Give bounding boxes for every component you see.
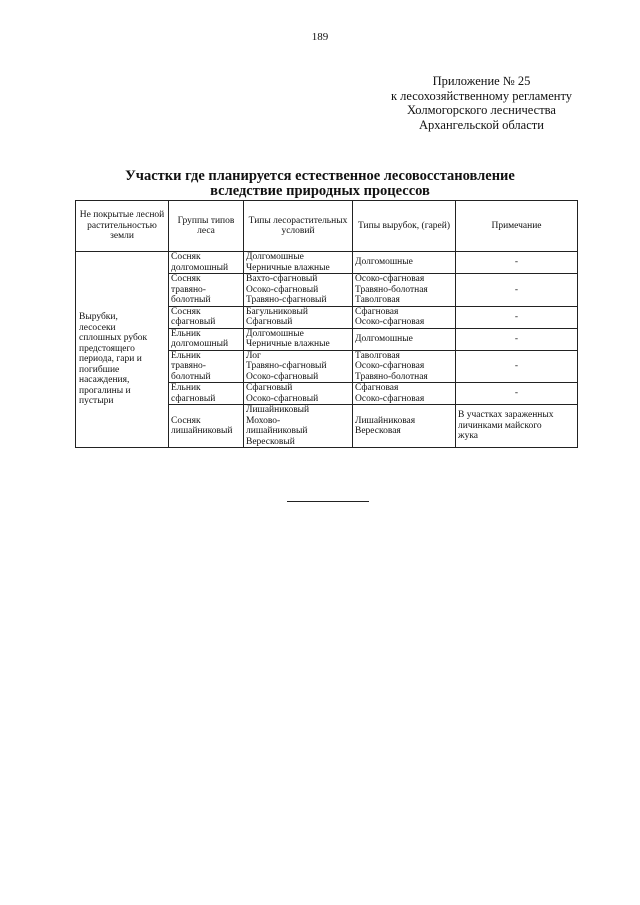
- cell-text-line: насаждения,: [79, 375, 130, 386]
- cell-forest-group: [169, 306, 244, 328]
- cell-note: [456, 252, 578, 274]
- cell-text-line: Осоко-сфагновая: [355, 317, 425, 327]
- cell-note: [456, 405, 578, 448]
- cell-text-line: Сосняк: [171, 415, 201, 426]
- cell-text-line: Долгомошные: [246, 328, 304, 339]
- cell-text-line: Черничные влажные: [246, 262, 330, 273]
- cell-text-line: Вересковая: [355, 426, 401, 436]
- cell-text-line: Лог: [246, 350, 261, 361]
- header-growing-conditions: Типы лесорастительных условий: [244, 201, 353, 252]
- cell-text-line: Осоко-сфагновый: [246, 393, 319, 404]
- cell-text-line: травяно-: [171, 361, 206, 371]
- cell-text-line: Травяно-сфагновый: [246, 361, 327, 371]
- cell-text-line: Багульниковый: [246, 306, 308, 317]
- table-row: [76, 252, 578, 274]
- header-unforested-land: Не покрытые лесной растительностью земли: [76, 201, 169, 252]
- cell-growing-condition: [244, 383, 353, 405]
- table-body: [76, 252, 578, 448]
- page-number: 189: [311, 31, 329, 43]
- cell-text-line: -: [514, 333, 519, 344]
- cell-cutting-type: [353, 405, 456, 448]
- cell-text-line: -: [514, 311, 519, 322]
- cell-text-line: -: [514, 284, 519, 295]
- cell-growing-condition: [244, 252, 353, 274]
- cell-text-line: Вырубки,: [79, 312, 118, 323]
- appendix-line: к лесохозяйственному регламенту: [390, 88, 572, 103]
- cell-text-line: прогалины и: [79, 385, 131, 396]
- cell-forest-group: [169, 274, 244, 307]
- cell-text-line: Травяно-сфагновый: [246, 295, 327, 305]
- cell-text-line: В участках зараженных: [458, 410, 554, 421]
- cell-note: [456, 274, 578, 307]
- title-line-1: Участки где планируется естественное лесовосстановление: [125, 168, 515, 184]
- reforestation-table: [75, 200, 578, 448]
- cell-text-line: Лишайниковая: [355, 415, 416, 426]
- appendix-block: [391, 74, 572, 132]
- header-note: Примечание: [456, 201, 578, 252]
- cell-text-line: погибшие: [79, 364, 120, 375]
- cell-text-line: предстоящего: [79, 343, 135, 354]
- cell-text-line: Ельник: [171, 328, 201, 339]
- cell-text-line: Осоко-сфагновая: [355, 274, 425, 284]
- cell-text-line: Таволговая: [355, 295, 400, 305]
- cell-cutting-type: [353, 350, 456, 383]
- cell-text-line: Вересковый: [246, 436, 295, 447]
- cell-growing-condition: [244, 274, 353, 307]
- cell-text-line: сфагновый: [171, 393, 216, 404]
- cell-growing-condition: [244, 405, 353, 448]
- cell-text-line: периода, гари и: [79, 354, 142, 365]
- cell-text-line: долгомошный: [171, 339, 229, 349]
- cell-text-line: Мохово-: [246, 415, 281, 426]
- cell-text-line: Лишайниковый: [246, 405, 310, 415]
- cell-cutting-type: [353, 306, 456, 328]
- cell-text-line: болотный: [171, 295, 211, 305]
- cell-text-line: Сфагновый: [246, 317, 293, 327]
- title-line-2: вследствие природных процессов: [210, 183, 430, 199]
- cell-note: [456, 350, 578, 383]
- cell-unforested-land: [76, 252, 169, 448]
- cell-cutting-type: [353, 328, 456, 350]
- cell-text-line: Черничные влажные: [246, 339, 330, 349]
- cell-text-line: Ельник: [171, 350, 201, 361]
- cell-growing-condition: [244, 350, 353, 383]
- cell-text-line: личинками майского: [458, 420, 542, 431]
- cell-text-line: травяно-: [171, 284, 206, 295]
- cell-cutting-type: [353, 383, 456, 405]
- cell-text-line: -: [514, 361, 519, 371]
- appendix-line: Архангельской области: [419, 117, 544, 132]
- cell-cutting-type: [353, 252, 456, 274]
- cell-text-line: Таволговая: [355, 350, 400, 361]
- cell-text-line: Долгомошные: [355, 257, 413, 268]
- cell-text-line: Долгомошные: [355, 333, 413, 344]
- cell-forest-group: [169, 252, 244, 274]
- cell-text-line: лесосеки: [79, 322, 116, 333]
- cell-text-line: сплошных рубок: [79, 333, 148, 344]
- cell-forest-group: [169, 350, 244, 383]
- cell-text-line: Травяно-болотная: [355, 284, 428, 295]
- cell-growing-condition: [244, 306, 353, 328]
- appendix-line: Холмогорского лесничества: [407, 103, 556, 117]
- cell-note: [456, 306, 578, 328]
- document-title: [0, 169, 640, 199]
- cell-text-line: Долгомошные: [246, 252, 304, 262]
- cell-text-line: Ельник: [171, 383, 201, 393]
- header-cutting-types: Типы вырубок, (гарей): [353, 201, 456, 252]
- cell-note: [456, 383, 578, 405]
- cell-text-line: Вахто-сфагновый: [246, 274, 318, 284]
- cell-text-line: лишайниковый: [171, 426, 233, 436]
- end-divider: [287, 501, 369, 502]
- cell-forest-group: [169, 328, 244, 350]
- appendix-line: Приложение № 25: [432, 74, 531, 88]
- cell-note: [456, 328, 578, 350]
- cell-text-line: лишайниковый: [246, 426, 308, 436]
- cell-text-line: Осоко-сфагновый: [246, 284, 319, 295]
- cell-text-line: Сосняк: [171, 274, 201, 284]
- table-header-row: [76, 201, 578, 252]
- cell-forest-group: [169, 383, 244, 405]
- cell-text-line: сфагновый: [171, 317, 216, 327]
- cell-text-line: болотный: [171, 371, 211, 382]
- cell-text-line: Сфагновая: [355, 383, 399, 393]
- cell-text-line: Травяно-болотная: [355, 371, 428, 382]
- header-forest-type-groups: Группы типов леса: [169, 201, 244, 252]
- cell-cutting-type: [353, 274, 456, 307]
- cell-text-line: жука: [458, 431, 479, 442]
- cell-text-line: Осоко-сфагновая: [355, 393, 425, 404]
- cell-text-line: -: [514, 257, 519, 268]
- cell-text-line: долгомошный: [171, 262, 229, 273]
- cell-text-line: Сосняк: [171, 306, 201, 317]
- cell-text-line: Осоко-сфагновая: [355, 361, 425, 371]
- cell-text-line: Сфагновый: [246, 383, 293, 393]
- cell-forest-group: [169, 405, 244, 448]
- cell-text-line: Осоко-сфагновый: [246, 371, 319, 382]
- cell-text-line: Сосняк: [171, 252, 201, 262]
- cell-text-line: пустыри: [79, 396, 114, 407]
- cell-growing-condition: [244, 328, 353, 350]
- cell-text-line: -: [514, 388, 519, 399]
- cell-text-line: Сфагновая: [355, 306, 399, 317]
